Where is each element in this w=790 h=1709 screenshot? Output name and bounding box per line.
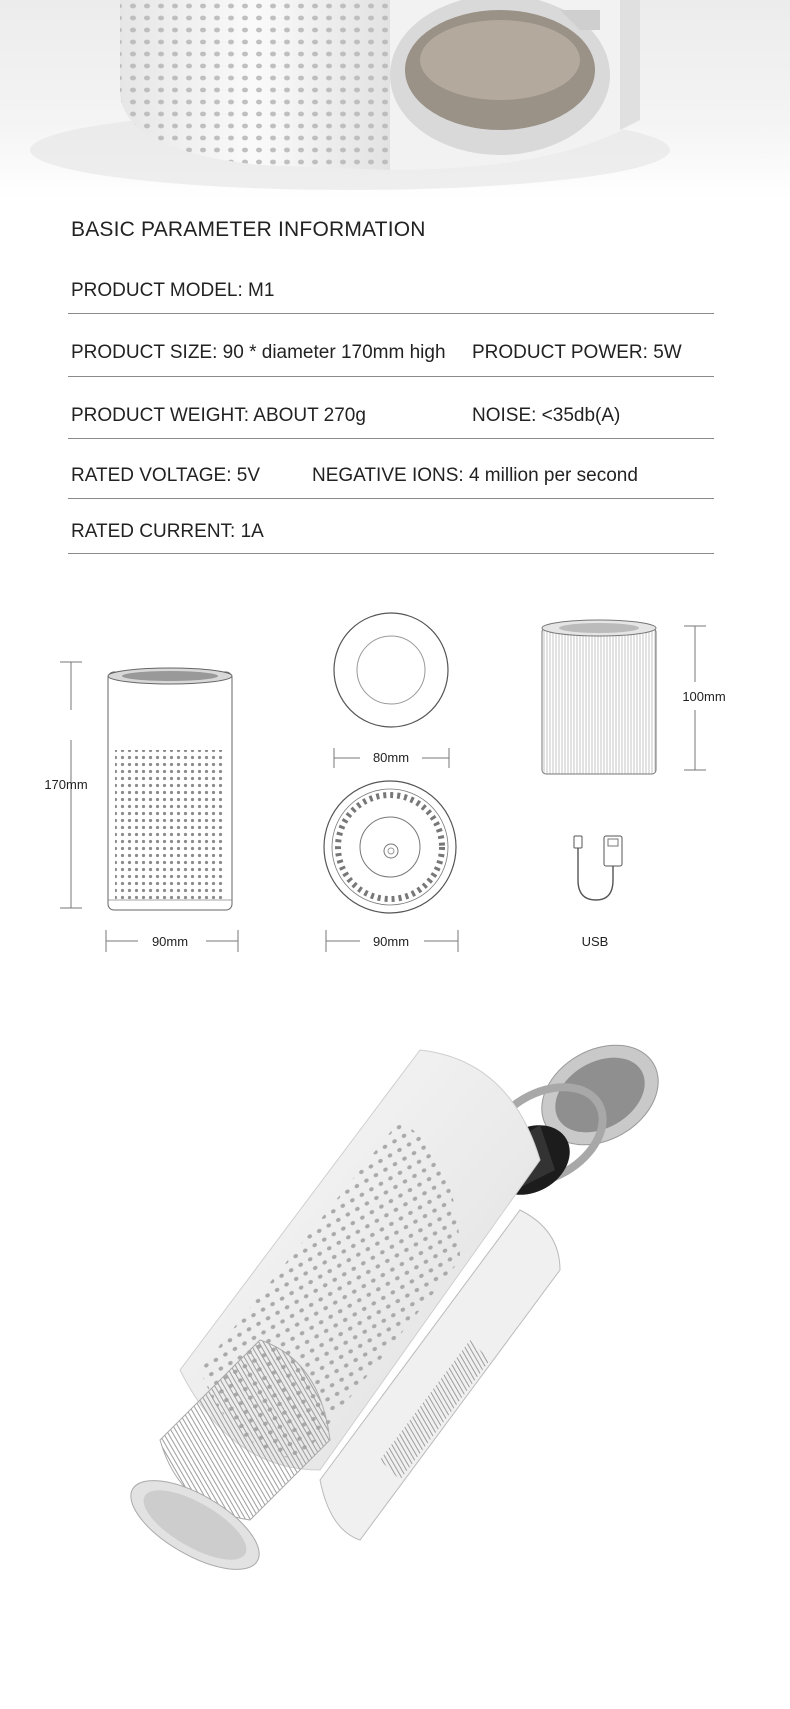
purifier-shell-illustration <box>0 0 790 200</box>
hero-product-image <box>0 0 790 200</box>
top-diameter-label: 80mm <box>372 750 410 765</box>
height-label: 170mm <box>44 777 88 792</box>
param-product-weight: PRODUCT WEIGHT: ABOUT 270g <box>71 405 366 426</box>
filter-cartridge <box>542 620 656 774</box>
param-product-size: PRODUCT SIZE: 90 * diameter 170mm high <box>71 342 446 363</box>
section-title: BASIC PARAMETER INFORMATION <box>71 218 426 241</box>
dimension-diagrams <box>0 600 790 970</box>
purifier-bottom-view <box>324 781 456 913</box>
purifier-top-view <box>334 613 448 727</box>
param-row-model <box>68 262 714 314</box>
param-row-voltage-ions <box>68 439 714 499</box>
exploded-view-illustration <box>0 1040 790 1700</box>
param-negative-ions: NEGATIVE IONS: 4 million per second <box>312 465 638 486</box>
exploded-view-image <box>0 1040 790 1700</box>
filter-height-label: 100mm <box>682 689 726 704</box>
usb-label: USB <box>581 934 609 949</box>
param-noise: NOISE: <35db(A) <box>472 405 621 426</box>
dimension-drawing <box>0 600 790 970</box>
width-label: 90mm <box>151 934 189 949</box>
usb-cable-icon <box>574 836 622 900</box>
param-rated-current: RATED CURRENT: 1A <box>71 521 264 542</box>
param-row-size-power <box>68 314 714 377</box>
param-rated-voltage: RATED VOLTAGE: 5V <box>71 465 260 486</box>
param-product-power: PRODUCT POWER: 5W <box>472 342 682 363</box>
param-row-current <box>68 499 714 554</box>
purifier-side-view <box>108 668 232 910</box>
param-product-model: PRODUCT MODEL: M1 <box>71 280 275 301</box>
base-diameter-label: 90mm <box>372 934 410 949</box>
param-row-weight-noise <box>68 377 714 439</box>
